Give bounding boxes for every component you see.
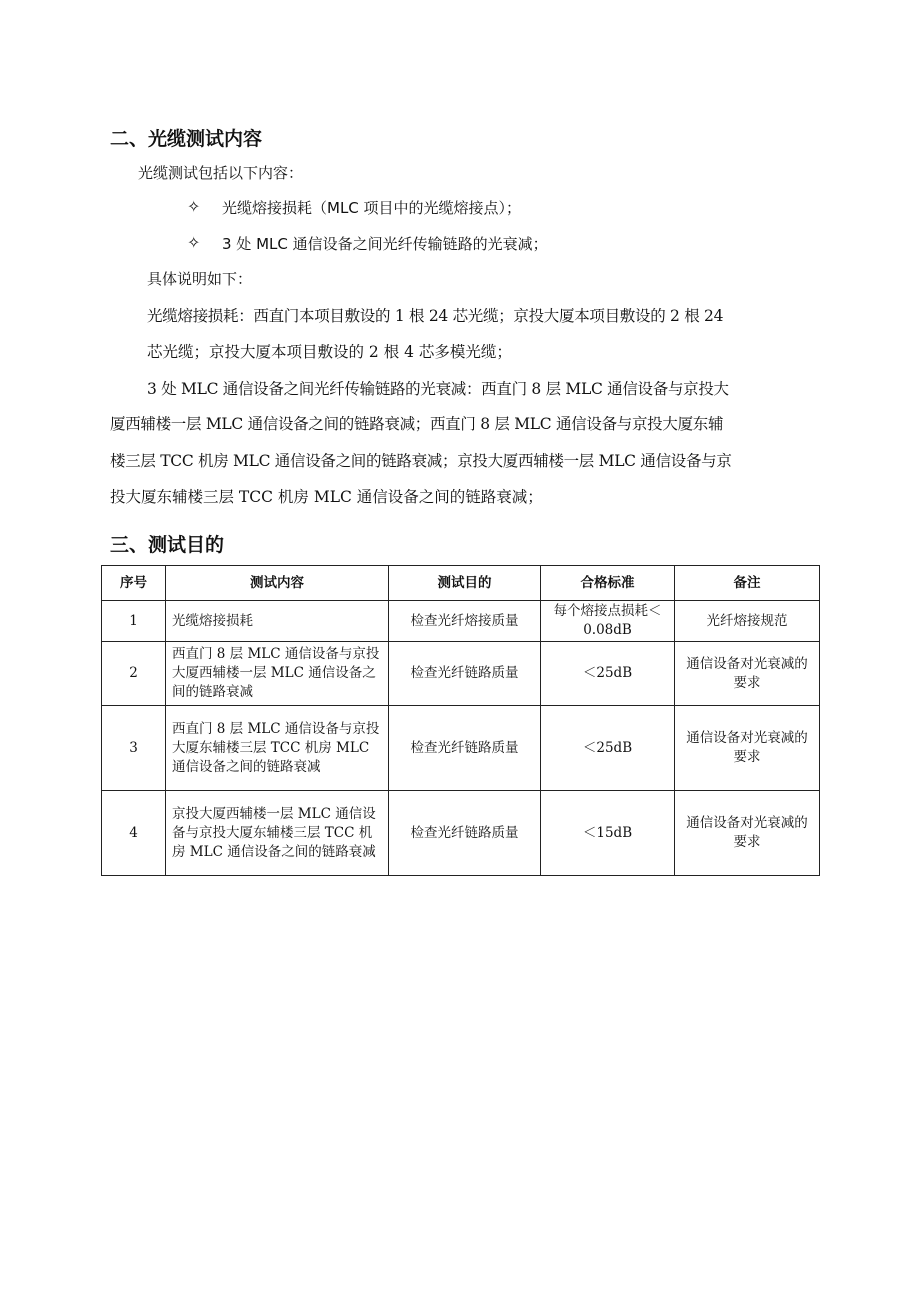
paragraph-1-line-1: 光缆熔接损耗：西直门本项目敷设的 1 根 24 芯光缆；京投大厦本项目敷设的 2 根 24	[147, 307, 724, 325]
header-remarks: 备注	[675, 566, 820, 601]
paragraph-2-line-3: 楼三层 TCC 机房 MLC 通信设备之间的链路衰减；京投大厦西辅楼一层 MLC 通信设备与京	[110, 452, 732, 470]
cell-serial-number: 1	[102, 601, 166, 642]
header-pass-criteria: 合格标准	[541, 566, 675, 601]
header-test-content: 测试内容	[166, 566, 389, 601]
paragraph-1-line-2: 芯光缆；京投大厦本项目敷设的 2 根 4 芯多模光缆；	[147, 343, 512, 361]
paragraph-2-line-4: 投大厦东辅楼三层 TCC 机房 MLC 通信设备之间的链路衰减；	[110, 488, 543, 506]
cell-pass-criteria: ＜15dB	[541, 791, 675, 876]
section-2-intro: 光缆测试包括以下内容：	[138, 164, 304, 182]
header-serial-number: 序号	[102, 566, 166, 601]
cell-serial-number: 2	[102, 642, 166, 706]
cell-pass-criteria: ＜25dB	[541, 642, 675, 706]
bullet-item-2: 3 处 MLC 通信设备之间光纤传输链路的光衰减；	[222, 235, 548, 253]
diamond-bullet-icon: ✧	[187, 197, 201, 216]
cell-test-purpose: 检查光纤链路质量	[389, 642, 541, 706]
cell-serial-number: 4	[102, 791, 166, 876]
cell-test-content: 西直门 8 层 MLC 通信设备与京投大厦东辅楼三层 TCC 机房 MLC 通信设备之间的链路衰减	[166, 706, 389, 791]
test-purpose-table	[101, 565, 820, 876]
table-row	[102, 601, 820, 642]
cell-test-purpose: 检查光纤熔接质量	[389, 601, 541, 642]
cell-test-purpose: 检查光纤链路质量	[389, 706, 541, 791]
cell-serial-number: 3	[102, 706, 166, 791]
cell-remarks: 通信设备对光衰减的要求	[675, 642, 820, 706]
table-row	[102, 706, 820, 791]
bullet-item-1: 光缆熔接损耗（MLC 项目中的光缆熔接点）；	[222, 199, 522, 217]
detail-label: 具体说明如下：	[147, 270, 253, 288]
cell-test-content: 光缆熔接损耗	[166, 601, 389, 642]
table-row	[102, 791, 820, 876]
cell-remarks: 通信设备对光衰减的要求	[675, 706, 820, 791]
cell-pass-criteria: 每个熔接点损耗＜0.08dB	[541, 601, 675, 642]
cell-remarks: 光纤熔接规范	[675, 601, 820, 642]
paragraph-2-line-2: 厦西辅楼一层 MLC 通信设备之间的链路衰减；西直门 8 层 MLC 通信设备与京投大厦东辅	[110, 415, 724, 433]
cell-remarks: 通信设备对光衰减的要求	[675, 791, 820, 876]
cell-test-content: 西直门 8 层 MLC 通信设备与京投大厦西辅楼一层 MLC 通信设备之间的链路衰减	[166, 642, 389, 706]
cell-test-purpose: 检查光纤链路质量	[389, 791, 541, 876]
header-test-purpose: 测试目的	[389, 566, 541, 601]
cell-test-content: 京投大厦西辅楼一层 MLC 通信设备与京投大厦东辅楼三层 TCC 机房 MLC 通信设备之间的链路衰减	[166, 791, 389, 876]
section-3-heading: 三、测试目的	[110, 534, 225, 556]
section-2-heading: 二、光缆测试内容	[110, 128, 263, 150]
table-row	[102, 642, 820, 706]
diamond-bullet-icon: ✧	[187, 233, 201, 252]
table-header-row	[102, 566, 820, 601]
cell-pass-criteria: ＜25dB	[541, 706, 675, 791]
paragraph-2-line-1: 3 处 MLC 通信设备之间光纤传输链路的光衰减：西直门 8 层 MLC 通信设备与京投大	[147, 380, 729, 398]
